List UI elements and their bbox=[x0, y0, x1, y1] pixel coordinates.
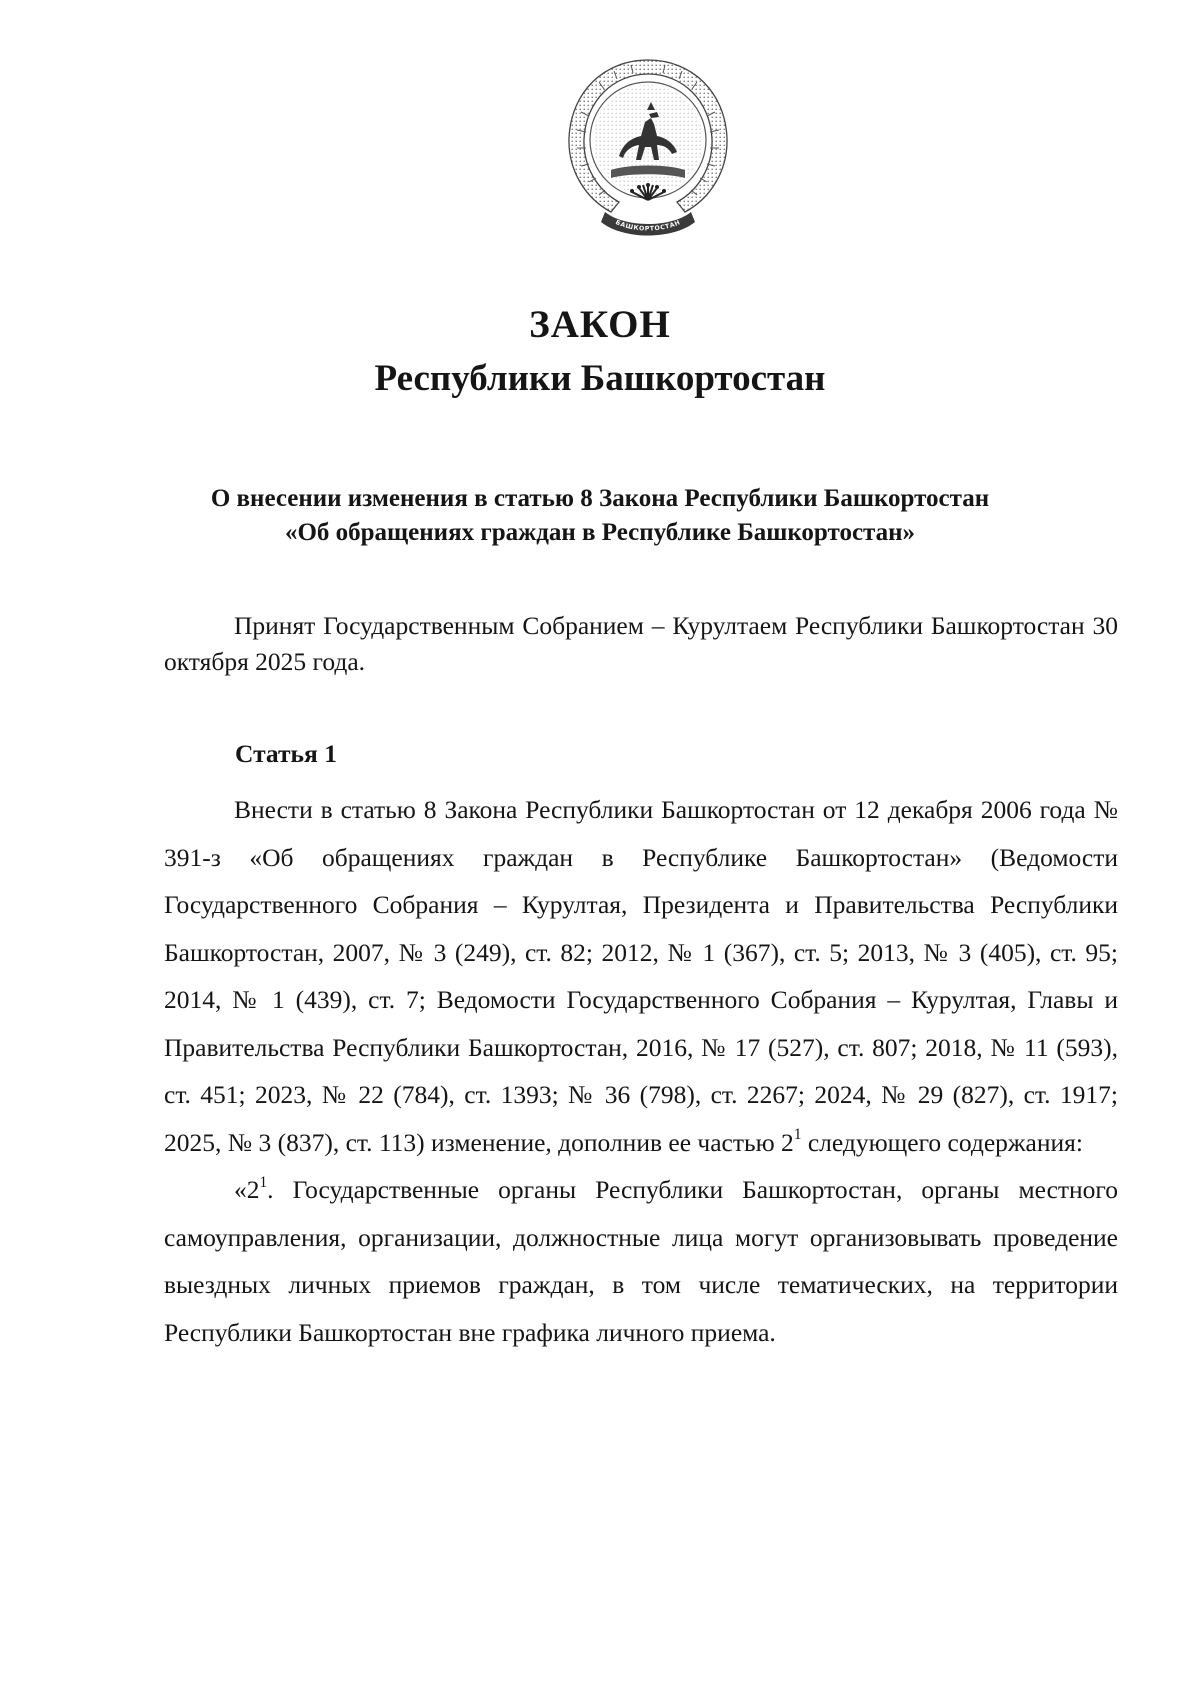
part-number-superscript: 1 bbox=[793, 1126, 802, 1143]
article-paragraph-1-text: Внести в статью 8 Закона Республики Башкортостан от 12 декабря 2006 года № 391-з «Об обращениях граждан в Республике Башкортостан» (Ведомости Государственного Собрания – Курултая, Президента и Правительства Республики Башкортостан, 2007, № 3 (249), ст. 82; 2012, № 1 (367), ст. 5; 2013, № 3 (405), ст. 95; 2014, № 1 (439), ст. 7; Ведомости Государственного Собрания – Курултая, Главы и Правительства Республики Башкортостан, 2016, № 17 (527), ст. 807; 2018, № 11 (593), ст. 451; 2023, № 22 (784), ст. 1393; № 36 (798), ст. 2267; 2024, № 29 (827), ст. 1917; 2025, № 3 (837), ст. 113) изменение, дополнив ее частью 2 bbox=[164, 795, 1118, 1157]
part-number-superscript: 1 bbox=[259, 1173, 268, 1191]
document-type-title: ЗАКОН bbox=[529, 303, 671, 346]
law-subject-line-2: «Об обращениях граждан в Республике Башкортостан» bbox=[284, 519, 916, 546]
article-body bbox=[164, 786, 1118, 1356]
article-paragraph-2-text: . Государственные органы Республики Башкортостан, органы местного самоуправления, организации, должностные лица могут организовывать проведение выездных личных приемов граждан, в том числе тематических, на территории Республики Башкортостан вне графика личного приема. bbox=[164, 1175, 1118, 1347]
coat-of-arms-emblem bbox=[559, 52, 737, 246]
adoption-statement bbox=[164, 608, 1118, 680]
issuing-authority-title: Республики Башкортостан bbox=[374, 358, 826, 399]
emblem-ribbon-text: БАШКОРТОСТАН bbox=[614, 219, 682, 233]
article-paragraph-1-tail: следующего содержания: bbox=[801, 1127, 1083, 1157]
article-heading: Статья 1 bbox=[235, 739, 337, 768]
article-paragraph-2-lead: «2 bbox=[234, 1175, 260, 1204]
adoption-text: Принят Государственным Собранием – Курултаем Республики Башкортостан 30 октября 2025 года. bbox=[164, 611, 1118, 676]
law-subject-line-1: О внесении изменения в статью 8 Закона Республики Башкортостан bbox=[210, 485, 990, 512]
article-paragraph-1 bbox=[164, 786, 1118, 1166]
article-paragraph-2 bbox=[164, 1166, 1118, 1356]
